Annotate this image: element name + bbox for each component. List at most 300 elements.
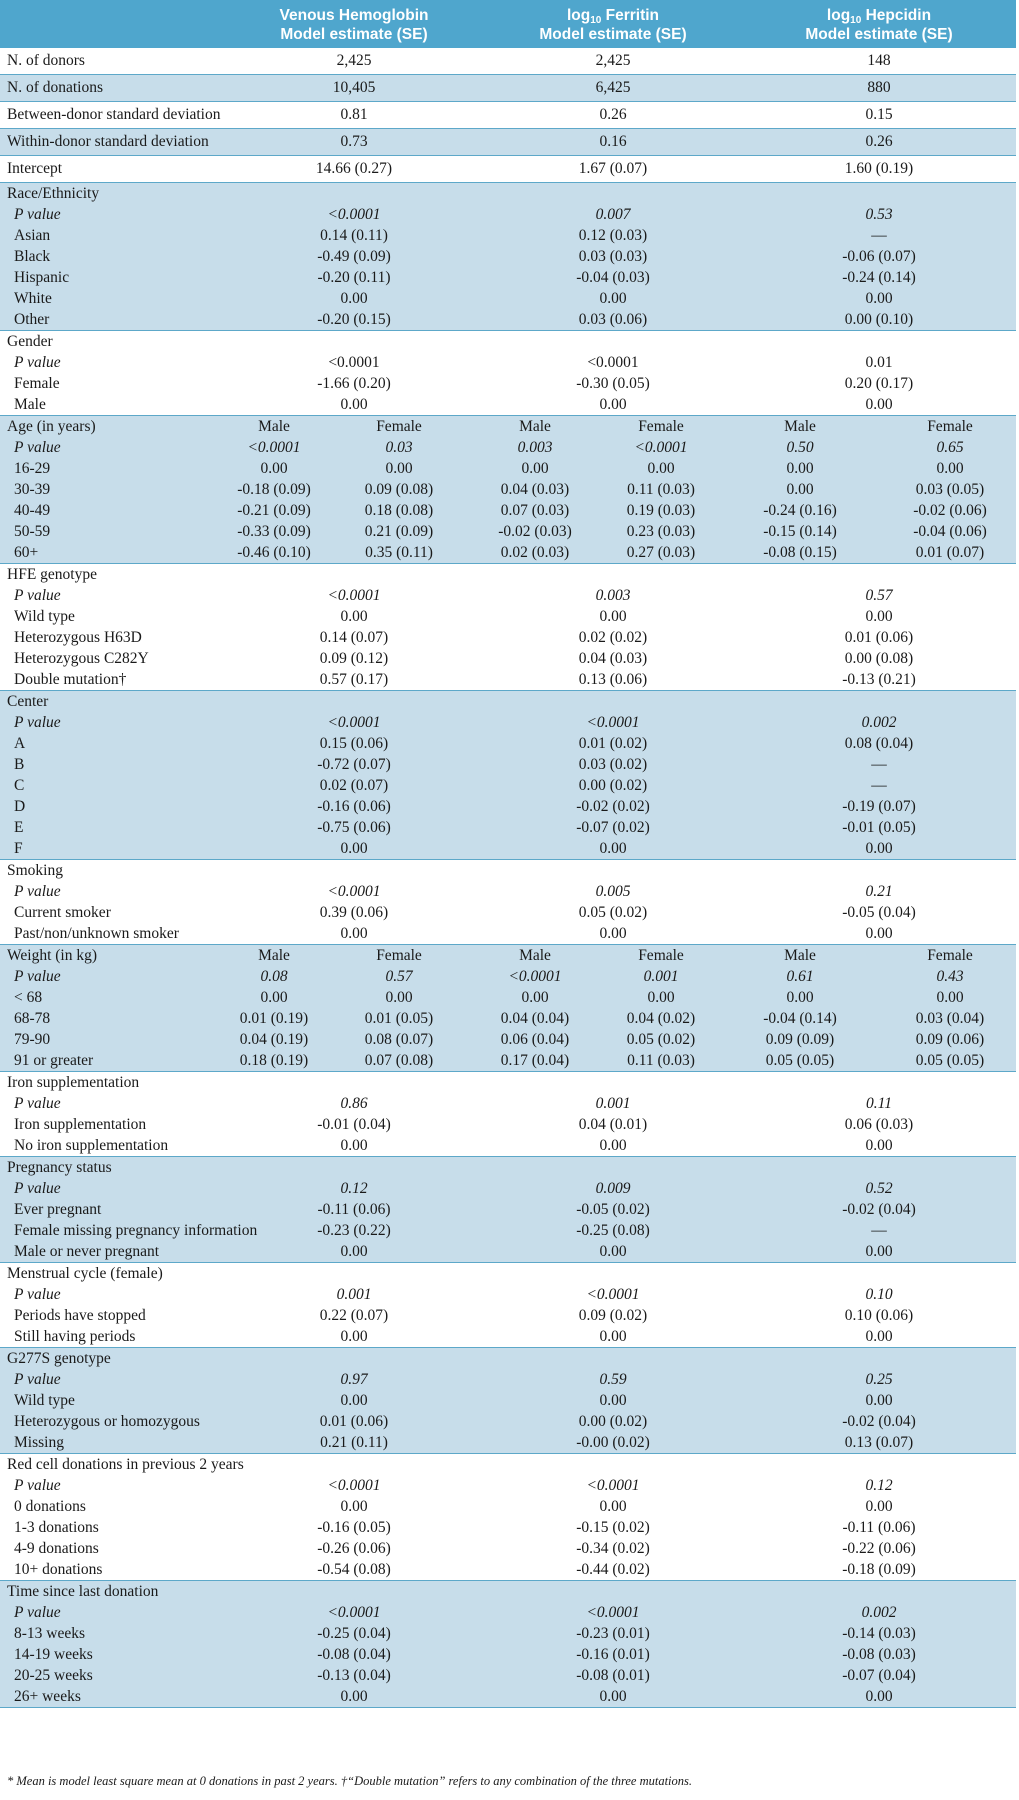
p-value-row <box>0 1602 1016 1623</box>
row-label: Male or never pregnant <box>14 1243 160 1260</box>
cell-value: 0.13 (0.06) <box>578 671 648 688</box>
row-label: Periods have stopped <box>14 1307 146 1324</box>
table-row <box>0 1496 1016 1517</box>
cell-value: -0.04 (0.03) <box>576 269 650 286</box>
cell-value: 0.04 (0.02) <box>626 1010 696 1027</box>
cell-value: -0.26 (0.06) <box>317 1540 391 1557</box>
p-value-row <box>0 1093 1016 1114</box>
cell-value: -0.18 (0.09) <box>842 1561 916 1578</box>
cell-value: -0.08 (0.04) <box>317 1646 391 1663</box>
p-value-row <box>0 437 1016 458</box>
section-title: G277S genotype <box>7 1350 111 1367</box>
row-label: Between-donor standard deviation <box>7 106 221 123</box>
table-row <box>0 648 1016 669</box>
row-label: E <box>14 819 24 836</box>
cell-value: 0.00 <box>865 840 893 857</box>
row-label: Double mutation† <box>14 671 127 688</box>
table-section <box>0 691 1016 860</box>
sex-subheader: Male <box>519 947 551 964</box>
table-section <box>0 183 1016 331</box>
row-label: 26+ weeks <box>14 1688 81 1705</box>
table-sections <box>0 183 1016 1708</box>
table-row <box>0 733 1016 754</box>
cell-value: 0.01 (0.07) <box>915 544 985 561</box>
cell-value: 0.13 (0.07) <box>844 1434 914 1451</box>
cell-value: -0.13 (0.21) <box>842 671 916 688</box>
cell-value: 0.002 <box>861 714 897 731</box>
row-label: P value <box>14 354 61 371</box>
cell-value: -0.14 (0.03) <box>842 1625 916 1642</box>
row-label: 8-13 weeks <box>14 1625 86 1642</box>
cell-value: 0.01 (0.19) <box>239 1010 309 1027</box>
cell-value: 0.09 (0.02) <box>578 1307 648 1324</box>
cell-value: 0.18 (0.08) <box>364 502 434 519</box>
header-ferritin-title: $\log_{10}$ Ferritin <box>566 7 660 26</box>
summary-row <box>0 75 1016 102</box>
cell-value: 0.12 <box>865 1477 893 1494</box>
cell-value: -0.08 (0.03) <box>842 1646 916 1663</box>
footnote: * Mean is model least square mean at 0 donations in past 2 years. †“Double mutation” refers to any combination of the three mutations. <box>7 1774 693 1788</box>
cell-value: -0.11 (0.06) <box>842 1519 916 1536</box>
cell-value: 0.00 <box>340 925 368 942</box>
table-row <box>0 923 1016 944</box>
cell-value: -0.05 (0.04) <box>842 904 916 921</box>
cell-value: 0.02 (0.03) <box>500 544 570 561</box>
table-row <box>0 309 1016 330</box>
table-row <box>0 246 1016 267</box>
table-section <box>0 331 1016 416</box>
cell-value: <0.0001 <box>587 354 639 371</box>
header-hepcidin <box>749 6 1009 44</box>
table-row <box>0 458 1016 479</box>
row-label: 14-19 weeks <box>14 1646 93 1663</box>
section-title: HFE genotype <box>7 566 97 583</box>
cell-value: <0.0001 <box>327 1604 381 1621</box>
cell-value: -0.24 (0.14) <box>842 269 916 286</box>
cell-value: 0.00 <box>647 989 675 1006</box>
row-label: 20-25 weeks <box>14 1667 93 1684</box>
row-label: Intercept <box>7 160 63 177</box>
table-row <box>0 796 1016 817</box>
row-label: P value <box>14 1286 61 1303</box>
p-value-row <box>0 881 1016 902</box>
cell-value: 0.15 <box>865 106 893 123</box>
p-value-row <box>0 1178 1016 1199</box>
sex-subheader: Female <box>927 947 973 964</box>
section-title-row <box>0 945 1016 966</box>
cell-value: 0.04 (0.01) <box>578 1116 648 1133</box>
row-label: < 68 <box>14 989 43 1006</box>
cell-value: 0.00 <box>599 1688 627 1705</box>
row-label: B <box>14 756 25 773</box>
row-label: P value <box>14 206 61 223</box>
summary-row <box>0 156 1016 183</box>
table-section <box>0 1348 1016 1454</box>
sex-subheader: Female <box>638 418 684 435</box>
cell-value: 0.61 <box>786 968 814 985</box>
cell-value: 0.21 (0.11) <box>320 1434 388 1451</box>
row-label: 79-90 <box>14 1031 51 1048</box>
summary-row <box>0 102 1016 129</box>
header-hemoglobin-subtitle: Model estimate (SE) <box>280 26 428 43</box>
cell-value: 1.67 (0.07) <box>578 160 648 177</box>
cell-value: 0.00 <box>599 840 627 857</box>
cell-value: 0.16 <box>599 133 627 150</box>
cell-value: 0.22 (0.07) <box>319 1307 389 1324</box>
table-row <box>0 479 1016 500</box>
cell-value: 0.00 <box>647 460 675 477</box>
row-label: P value <box>14 1604 61 1621</box>
p-value-row <box>0 1284 1016 1305</box>
cell-value: 0.00 <box>865 1328 893 1345</box>
cell-value: -0.08 (0.15) <box>763 544 837 561</box>
cell-value: — <box>871 777 887 794</box>
cell-value: 0.20 (0.17) <box>844 375 914 392</box>
table-row <box>0 267 1016 288</box>
cell-value: -0.44 (0.02) <box>576 1561 650 1578</box>
cell-value: 0.01 (0.06) <box>844 629 914 646</box>
row-label: 68-78 <box>14 1010 51 1027</box>
row-label: Heterozygous or homozygous <box>14 1413 200 1430</box>
table-row <box>0 1326 1016 1347</box>
cell-value: 0.27 (0.03) <box>626 544 696 561</box>
cell-value: 0.05 (0.02) <box>626 1031 696 1048</box>
cell-value: 0.02 (0.07) <box>319 777 389 794</box>
p-value-row <box>0 1475 1016 1496</box>
table-row <box>0 1050 1016 1071</box>
row-label: 30-39 <box>14 481 51 498</box>
cell-value: 0.00 <box>260 989 288 1006</box>
cell-value: 0.03 (0.05) <box>915 481 985 498</box>
cell-value: -0.49 (0.09) <box>317 248 391 265</box>
cell-value: <0.0001 <box>586 1604 640 1621</box>
cell-value: 0.00 <box>936 989 964 1006</box>
cell-value: 0.00 (0.08) <box>844 650 914 667</box>
cell-value: -0.54 (0.08) <box>317 1561 391 1578</box>
cell-value: -0.24 (0.16) <box>763 502 837 519</box>
section-title-row <box>0 691 1016 712</box>
cell-value: -0.16 (0.06) <box>317 798 391 815</box>
cell-value: 2,425 <box>336 52 372 69</box>
cell-value: 0.00 <box>385 460 413 477</box>
cell-value: 0.39 (0.06) <box>319 904 389 921</box>
cell-value: 0.59 <box>599 1371 627 1388</box>
cell-value: 0.53 <box>865 206 893 223</box>
table-row <box>0 1623 1016 1644</box>
cell-value: 0.00 (0.10) <box>844 311 914 328</box>
cell-value: 0.09 (0.12) <box>319 650 389 667</box>
header-hepcidin-title: $\log_{10}$ Hepcidin <box>826 7 932 26</box>
cell-value: -0.75 (0.06) <box>317 819 391 836</box>
cell-value: -0.07 (0.04) <box>842 1667 916 1684</box>
cell-value: 0.08 (0.04) <box>844 735 914 752</box>
cell-value: -0.11 (0.06) <box>317 1201 391 1218</box>
cell-value: 0.02 (0.02) <box>578 629 648 646</box>
cell-value: 0.57 (0.17) <box>319 671 389 688</box>
cell-value: -0.00 (0.02) <box>576 1434 650 1451</box>
sex-subheader: Male <box>258 947 290 964</box>
table-row <box>0 1432 1016 1453</box>
section-title: Menstrual cycle (female) <box>7 1265 163 1282</box>
table-row <box>0 1114 1016 1135</box>
row-label: Missing <box>14 1434 64 1451</box>
cell-value: -0.21 (0.09) <box>237 502 311 519</box>
section-title: Iron supplementation <box>7 1074 140 1091</box>
cell-value: <0.0001 <box>586 1286 640 1303</box>
sex-subheader: Female <box>638 947 684 964</box>
table-row <box>0 1220 1016 1241</box>
table-row <box>0 817 1016 838</box>
cell-value: 0.07 (0.03) <box>500 502 570 519</box>
cell-value: 0.00 <box>865 1243 893 1260</box>
cell-value: 14.66 (0.27) <box>315 160 393 177</box>
section-title: Time since last donation <box>7 1583 159 1600</box>
row-label: 60+ <box>14 544 39 561</box>
table-row <box>0 1665 1016 1686</box>
cell-value: -0.13 (0.04) <box>317 1667 391 1684</box>
cell-value: 0.003 <box>517 439 553 456</box>
row-label: 1-3 donations <box>14 1519 99 1536</box>
row-label: Female missing pregnancy information <box>14 1222 258 1239</box>
cell-value: -0.19 (0.07) <box>842 798 916 815</box>
table-section <box>0 416 1016 564</box>
section-title: Weight (in kg) <box>7 947 98 964</box>
cell-value: 0.11 (0.03) <box>627 481 695 498</box>
row-label: White <box>14 290 52 307</box>
cell-value: 0.002 <box>861 1604 897 1621</box>
row-label: 50-59 <box>14 523 51 540</box>
row-label: D <box>14 798 26 815</box>
table-row <box>0 288 1016 309</box>
table-row <box>0 542 1016 563</box>
cell-value: — <box>871 227 887 244</box>
p-value-row <box>0 966 1016 987</box>
cell-value: 0.00 <box>865 925 893 942</box>
table-row <box>0 902 1016 923</box>
row-label: C <box>14 777 25 794</box>
row-label: No iron supplementation <box>14 1137 169 1154</box>
table-row <box>0 754 1016 775</box>
cell-value: 0.00 <box>340 608 368 625</box>
row-label: Wild type <box>14 1392 75 1409</box>
row-label: Current smoker <box>14 904 111 921</box>
cell-value: 0.10 (0.06) <box>844 1307 914 1324</box>
table-section <box>0 945 1016 1072</box>
row-label: A <box>14 735 26 752</box>
cell-value: -0.04 (0.06) <box>913 523 987 540</box>
cell-value: 0.009 <box>595 1180 631 1197</box>
cell-value: -0.08 (0.01) <box>576 1667 650 1684</box>
cell-value: -0.23 (0.01) <box>576 1625 650 1642</box>
row-label: Other <box>14 311 50 328</box>
table-row <box>0 1029 1016 1050</box>
cell-value: 0.00 <box>340 396 368 413</box>
cell-value: -0.06 (0.07) <box>842 248 916 265</box>
row-label: P value <box>14 439 61 456</box>
table-row <box>0 1538 1016 1559</box>
cell-value: -0.02 (0.02) <box>576 798 650 815</box>
header-ferritin <box>483 6 743 44</box>
cell-value: 0.21 (0.09) <box>364 523 434 540</box>
section-title-row <box>0 1072 1016 1093</box>
cell-value: 0.03 (0.04) <box>915 1010 985 1027</box>
cell-value: 0.14 (0.11) <box>320 227 388 244</box>
cell-value: 0.81 <box>340 106 368 123</box>
cell-value: 0.08 <box>260 968 288 985</box>
cell-value: 0.00 <box>599 925 627 942</box>
cell-value: 0.00 <box>786 481 814 498</box>
row-label: 0 donations <box>14 1498 86 1515</box>
row-label: Black <box>14 248 51 265</box>
cell-value: <0.0001 <box>327 714 381 731</box>
sex-subheader: Female <box>376 947 422 964</box>
row-label: N. of donors <box>7 52 85 69</box>
cell-value: 0.00 <box>599 1498 627 1515</box>
cell-value: -0.23 (0.22) <box>317 1222 391 1239</box>
cell-value: -0.15 (0.02) <box>576 1519 650 1536</box>
cell-value: 0.00 <box>521 989 549 1006</box>
cell-value: 0.03 (0.06) <box>578 311 648 328</box>
cell-value: -0.02 (0.04) <box>842 1201 916 1218</box>
cell-value: 0.00 <box>599 1137 627 1154</box>
cell-value: 0.19 (0.03) <box>626 502 696 519</box>
cell-value: 0.04 (0.03) <box>500 481 570 498</box>
cell-value: 0.001 <box>595 1095 631 1112</box>
cell-value: -0.16 (0.05) <box>317 1519 391 1536</box>
cell-value: -0.01 (0.04) <box>317 1116 391 1133</box>
sex-subheader: Female <box>376 418 422 435</box>
sex-subheader: Male <box>258 418 290 435</box>
cell-value: 0.01 (0.06) <box>319 1413 389 1430</box>
cell-value: <0.0001 <box>634 439 688 456</box>
cell-value: -1.66 (0.20) <box>317 375 391 392</box>
cell-value: -0.20 (0.15) <box>317 311 391 328</box>
section-title-row <box>0 416 1016 437</box>
cell-value: <0.0001 <box>327 883 381 900</box>
table-row <box>0 627 1016 648</box>
cell-value: 0.00 <box>340 290 368 307</box>
row-label: P value <box>14 1095 61 1112</box>
cell-value: 0.57 <box>385 968 413 985</box>
cell-value: -0.04 (0.14) <box>763 1010 837 1027</box>
table-row <box>0 775 1016 796</box>
table-row <box>0 987 1016 1008</box>
header-hepcidin-subtitle: Model estimate (SE) <box>805 26 953 43</box>
cell-value: 0.00 <box>865 396 893 413</box>
cell-value: 6,425 <box>595 79 631 96</box>
section-title-row <box>0 1581 1016 1602</box>
row-label: Asian <box>14 227 51 244</box>
cell-value: 0.14 (0.07) <box>319 629 389 646</box>
cell-value: 0.00 (0.02) <box>578 1413 648 1430</box>
cell-value: -0.18 (0.09) <box>237 481 311 498</box>
cell-value: -0.05 (0.02) <box>576 1201 650 1218</box>
table-row <box>0 1559 1016 1580</box>
table-header <box>0 0 1016 48</box>
cell-value: 880 <box>867 79 891 96</box>
cell-value: 2,425 <box>595 52 631 69</box>
summary-rows <box>0 48 1016 183</box>
cell-value: 0.00 <box>521 460 549 477</box>
section-title: Center <box>7 693 49 710</box>
cell-value: -0.72 (0.07) <box>317 756 391 773</box>
cell-value: 0.12 (0.03) <box>578 227 648 244</box>
cell-value: 0.00 <box>865 608 893 625</box>
cell-value: 0.52 <box>865 1180 893 1197</box>
row-label: P value <box>14 587 61 604</box>
cell-value: 0.00 <box>865 1392 893 1409</box>
cell-value: 0.01 (0.05) <box>364 1010 434 1027</box>
cell-value: -0.16 (0.01) <box>576 1646 650 1663</box>
section-title-row <box>0 860 1016 881</box>
section-title-row <box>0 331 1016 352</box>
cell-value: <0.0001 <box>508 968 562 985</box>
cell-value: 0.26 <box>865 133 893 150</box>
cell-value: <0.0001 <box>327 587 381 604</box>
section-title: Pregnancy status <box>7 1159 112 1176</box>
row-label: Male <box>14 396 46 413</box>
row-label: 10+ donations <box>14 1561 103 1578</box>
table-section <box>0 564 1016 691</box>
cell-value: 0.35 (0.11) <box>365 544 433 561</box>
table-row <box>0 373 1016 394</box>
sex-subheader: Male <box>784 418 816 435</box>
section-title-row <box>0 1263 1016 1284</box>
cell-value: 0.05 (0.05) <box>765 1052 835 1069</box>
cell-value: 0.00 <box>340 1243 368 1260</box>
summary-row <box>0 48 1016 75</box>
section-title: Red cell donations in previous 2 years <box>7 1456 244 1473</box>
cell-value: 0.10 <box>865 1286 893 1303</box>
cell-value: 0.18 (0.19) <box>239 1052 309 1069</box>
cell-value: -0.15 (0.14) <box>763 523 837 540</box>
cell-value: <0.0001 <box>247 439 301 456</box>
row-label: P value <box>14 883 61 900</box>
cell-value: -0.02 (0.04) <box>842 1413 916 1430</box>
table-row <box>0 1199 1016 1220</box>
cell-value: 0.00 <box>865 1498 893 1515</box>
cell-value: 0.01 <box>865 354 893 371</box>
table-row <box>0 394 1016 415</box>
cell-value: 0.04 (0.04) <box>500 1010 570 1027</box>
cell-value: 0.57 <box>865 587 893 604</box>
cell-value: 0.01 (0.02) <box>578 735 648 752</box>
cell-value: -0.02 (0.06) <box>913 502 987 519</box>
table-row <box>0 521 1016 542</box>
cell-value: 0.00 <box>786 460 814 477</box>
section-title: Race/Ethnicity <box>7 185 100 202</box>
cell-value: -0.22 (0.06) <box>842 1540 916 1557</box>
cell-value: -0.25 (0.04) <box>317 1625 391 1642</box>
cell-value: 0.23 (0.03) <box>626 523 696 540</box>
row-label: Hispanic <box>14 269 70 286</box>
cell-value: 0.05 (0.02) <box>578 904 648 921</box>
row-label: Still having periods <box>14 1328 136 1345</box>
p-value-row <box>0 1369 1016 1390</box>
cell-value: <0.0001 <box>327 206 381 223</box>
table-row <box>0 838 1016 859</box>
cell-value: 0.00 <box>786 989 814 1006</box>
cell-value: 0.12 <box>340 1180 368 1197</box>
p-value-row <box>0 352 1016 373</box>
cell-value: 0.00 <box>340 840 368 857</box>
table-section <box>0 1072 1016 1157</box>
row-label: P value <box>14 1180 61 1197</box>
table-row <box>0 1135 1016 1156</box>
cell-value: 0.25 <box>865 1371 893 1388</box>
row-label: Heterozygous H63D <box>14 629 142 646</box>
table-section <box>0 860 1016 945</box>
